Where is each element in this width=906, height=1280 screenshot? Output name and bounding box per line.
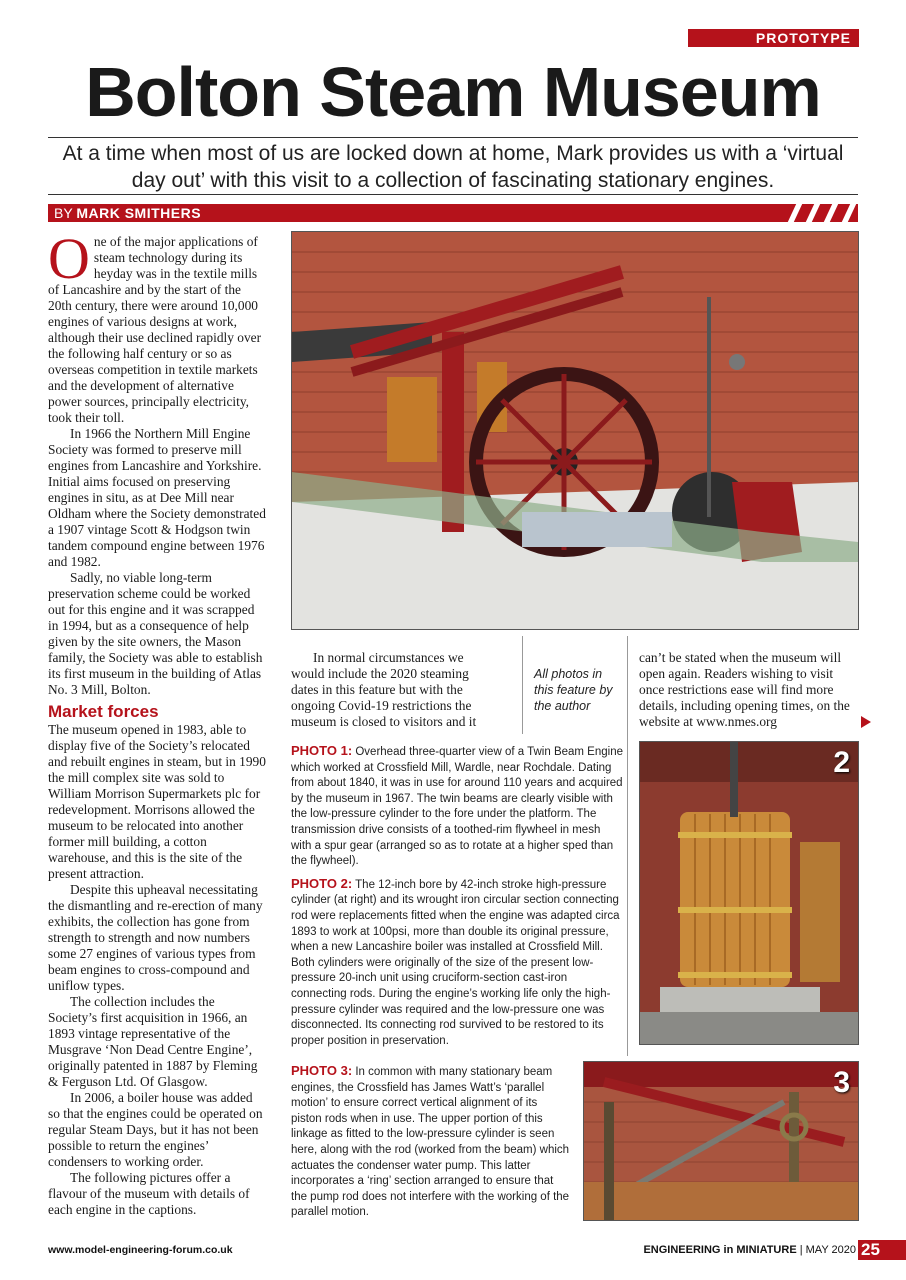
caption-photo-2: PHOTO 2: The 12-inch bore by 42-inch stroke high-pressure cylinder (at right) and its wrought iron circular section connecting rod were replacements fitted when the engine was adapted circa 1893 to work at 100psi, more than double its original pressure, when a new Lancashire boiler was installed at Crossfield Mill. Both cylinders were originally of the size of the present low-pressure 20-inch unit using cruciform-section cast-iron connecting rods. During the engine’s working life only the high-pressure cylinder was required and the low-pressure one was disconnected. Its connecting rod survived to be restored to its proper position in preservation. xyxy=(291,875,620,1047)
article-column-2 xyxy=(291,650,491,730)
byline-prefix: BY xyxy=(54,205,77,221)
photo-credit: All photos in this feature by the author xyxy=(534,667,613,713)
subheading: Market forces xyxy=(48,702,159,721)
column-rule xyxy=(522,636,523,734)
caption-photo-1: PHOTO 1: Overhead three-quarter view of a Twin Beam Engine which worked at Crossfield Mill, Wardle, near Rochdale. Dating from about 1840, it was in use for around 110 years and acquired by the museum in 1967. The twin beams are clearly visible with the low-pressure cylinder to the fore under the platform. The transmission drive consists of a toothed-rim flywheel in mesh with a spur gear (arranged so as to rotate at a higher sped than the flywheel). xyxy=(291,743,623,868)
article-column-1 xyxy=(48,226,266,1218)
paragraph: In 1966 the Northern Mill Engine Society was formed to preserve mill engines from Lancashire and Yorkshire. Initial aims focused on preserving engines in situ, as at Dee Mill near Oldham where the Society demonstrated a 1907 vintage Scott & Hodgson twin tandem compound engine between 1976 and 1982. xyxy=(48,426,266,569)
paragraph: can’t be stated when the museum will open again. Readers wishing to visit once restrictions ease will find more details, including opening times, on the website at www.nmes.org xyxy=(639,650,850,729)
captions-photo-1-2 xyxy=(291,743,623,1055)
paragraph: The museum opened in 1983, able to display five of the Society’s relocated and rebuilt engines in steam, but in 1990 the mill complex site was sold to William Morrison Supermarkets plc for redevelopment. Morrisons allowed the museum to be relocated into another former mill building, a cotton warehouse, and this is the site of the present attraction. xyxy=(48,722,266,881)
photo-1 xyxy=(291,231,859,630)
dropcap: O xyxy=(48,226,90,291)
standfirst: At a time when most of us are locked down at home, Mark provides us with a ‘virtual day out’ with this visit to a collection of fascinating stationary engines. xyxy=(62,142,844,192)
column-rule xyxy=(627,636,628,1056)
paragraph: One of the major applications of steam technology during its heyday was in the textile mills of Lancashire and by the start of the 20th century, there were around 10,000 engines of various designs at work, although their use declined rapidly over the following half century or so as overseas competition in textile markets and the development of alternative power sources, principally electricity, took their toll. xyxy=(48,226,262,425)
byline-author: MARK SMITHERS xyxy=(76,205,202,221)
page-number: 25 xyxy=(858,1240,906,1260)
continue-arrow-icon xyxy=(861,716,871,728)
paragraph: In normal circumstances we would include the 2020 steaming dates in this feature but with the ongoing Covid-19 restrictions the museum is closed to visitors and it xyxy=(291,650,477,729)
paragraph: The collection includes the Society’s first acquisition in 1966, an 1893 vintage representative of the Musgrave ‘Non Dead Centre Engine’, originally patented in 1887 by Fleming & Ferguson Ltd. Of Glasgow. xyxy=(48,994,258,1089)
paragraph: Sadly, no viable long-term preservation scheme could be worked out for this engine and it was scrapped in 1994, but as a consequence of help given by the site owners, the Mason family, the Society was able to establish its first museum in the building of Atlas No. 3 Mill, Bolton. xyxy=(48,570,263,697)
byline xyxy=(48,204,858,222)
decorative-stripes xyxy=(780,204,852,222)
divider xyxy=(48,137,858,138)
caption-photo-3: PHOTO 3: In common with many stationary beam engines, the Crossfield has James Watt’s ‘parallel motion’ to ensure correct vertical alignment of its piston rods when in use. The upper portion of this linkage as fitted to the low-pressure cylinder is seen here, along with the rod (worked from the beam) which actuates the condenser water pump. This latter incorporates a ‘ring’ section arranged to ensure that the pump rod does not interfere with the working of the parallel motion. xyxy=(291,1063,570,1219)
photo-number: 3 xyxy=(833,1066,850,1099)
page-title: Bolton Steam Museum xyxy=(85,53,821,131)
photo-number: 2 xyxy=(833,746,850,779)
paragraph: Despite this upheaval necessitating the dismantling and re-erection of many exhibits, the collection has gone from strength to strength and now numbers some 27 engines of various types from beam engines to cross-compound and uniflow types. xyxy=(48,882,263,993)
section-tag: PROTOTYPE xyxy=(688,29,859,47)
footer-magazine: ENGINEERING in MINIATURE | MAY 2020 xyxy=(643,1244,856,1256)
paragraph: In 2006, a boiler house was added so that the engines could be operated on regular Steam Days, but it has not been possible to return the engines’ condensers to working order. xyxy=(48,1090,263,1169)
caption-photo-3-block xyxy=(291,1063,571,1227)
photo-3 xyxy=(583,1061,859,1221)
photo-2 xyxy=(639,741,859,1045)
footer-url[interactable]: www.model-engineering-forum.co.uk xyxy=(48,1244,233,1256)
paragraph: The following pictures offer a flavour of the museum with details of each engine in the captions. xyxy=(48,1170,250,1217)
divider xyxy=(48,194,858,195)
article-column-4 xyxy=(639,650,859,730)
